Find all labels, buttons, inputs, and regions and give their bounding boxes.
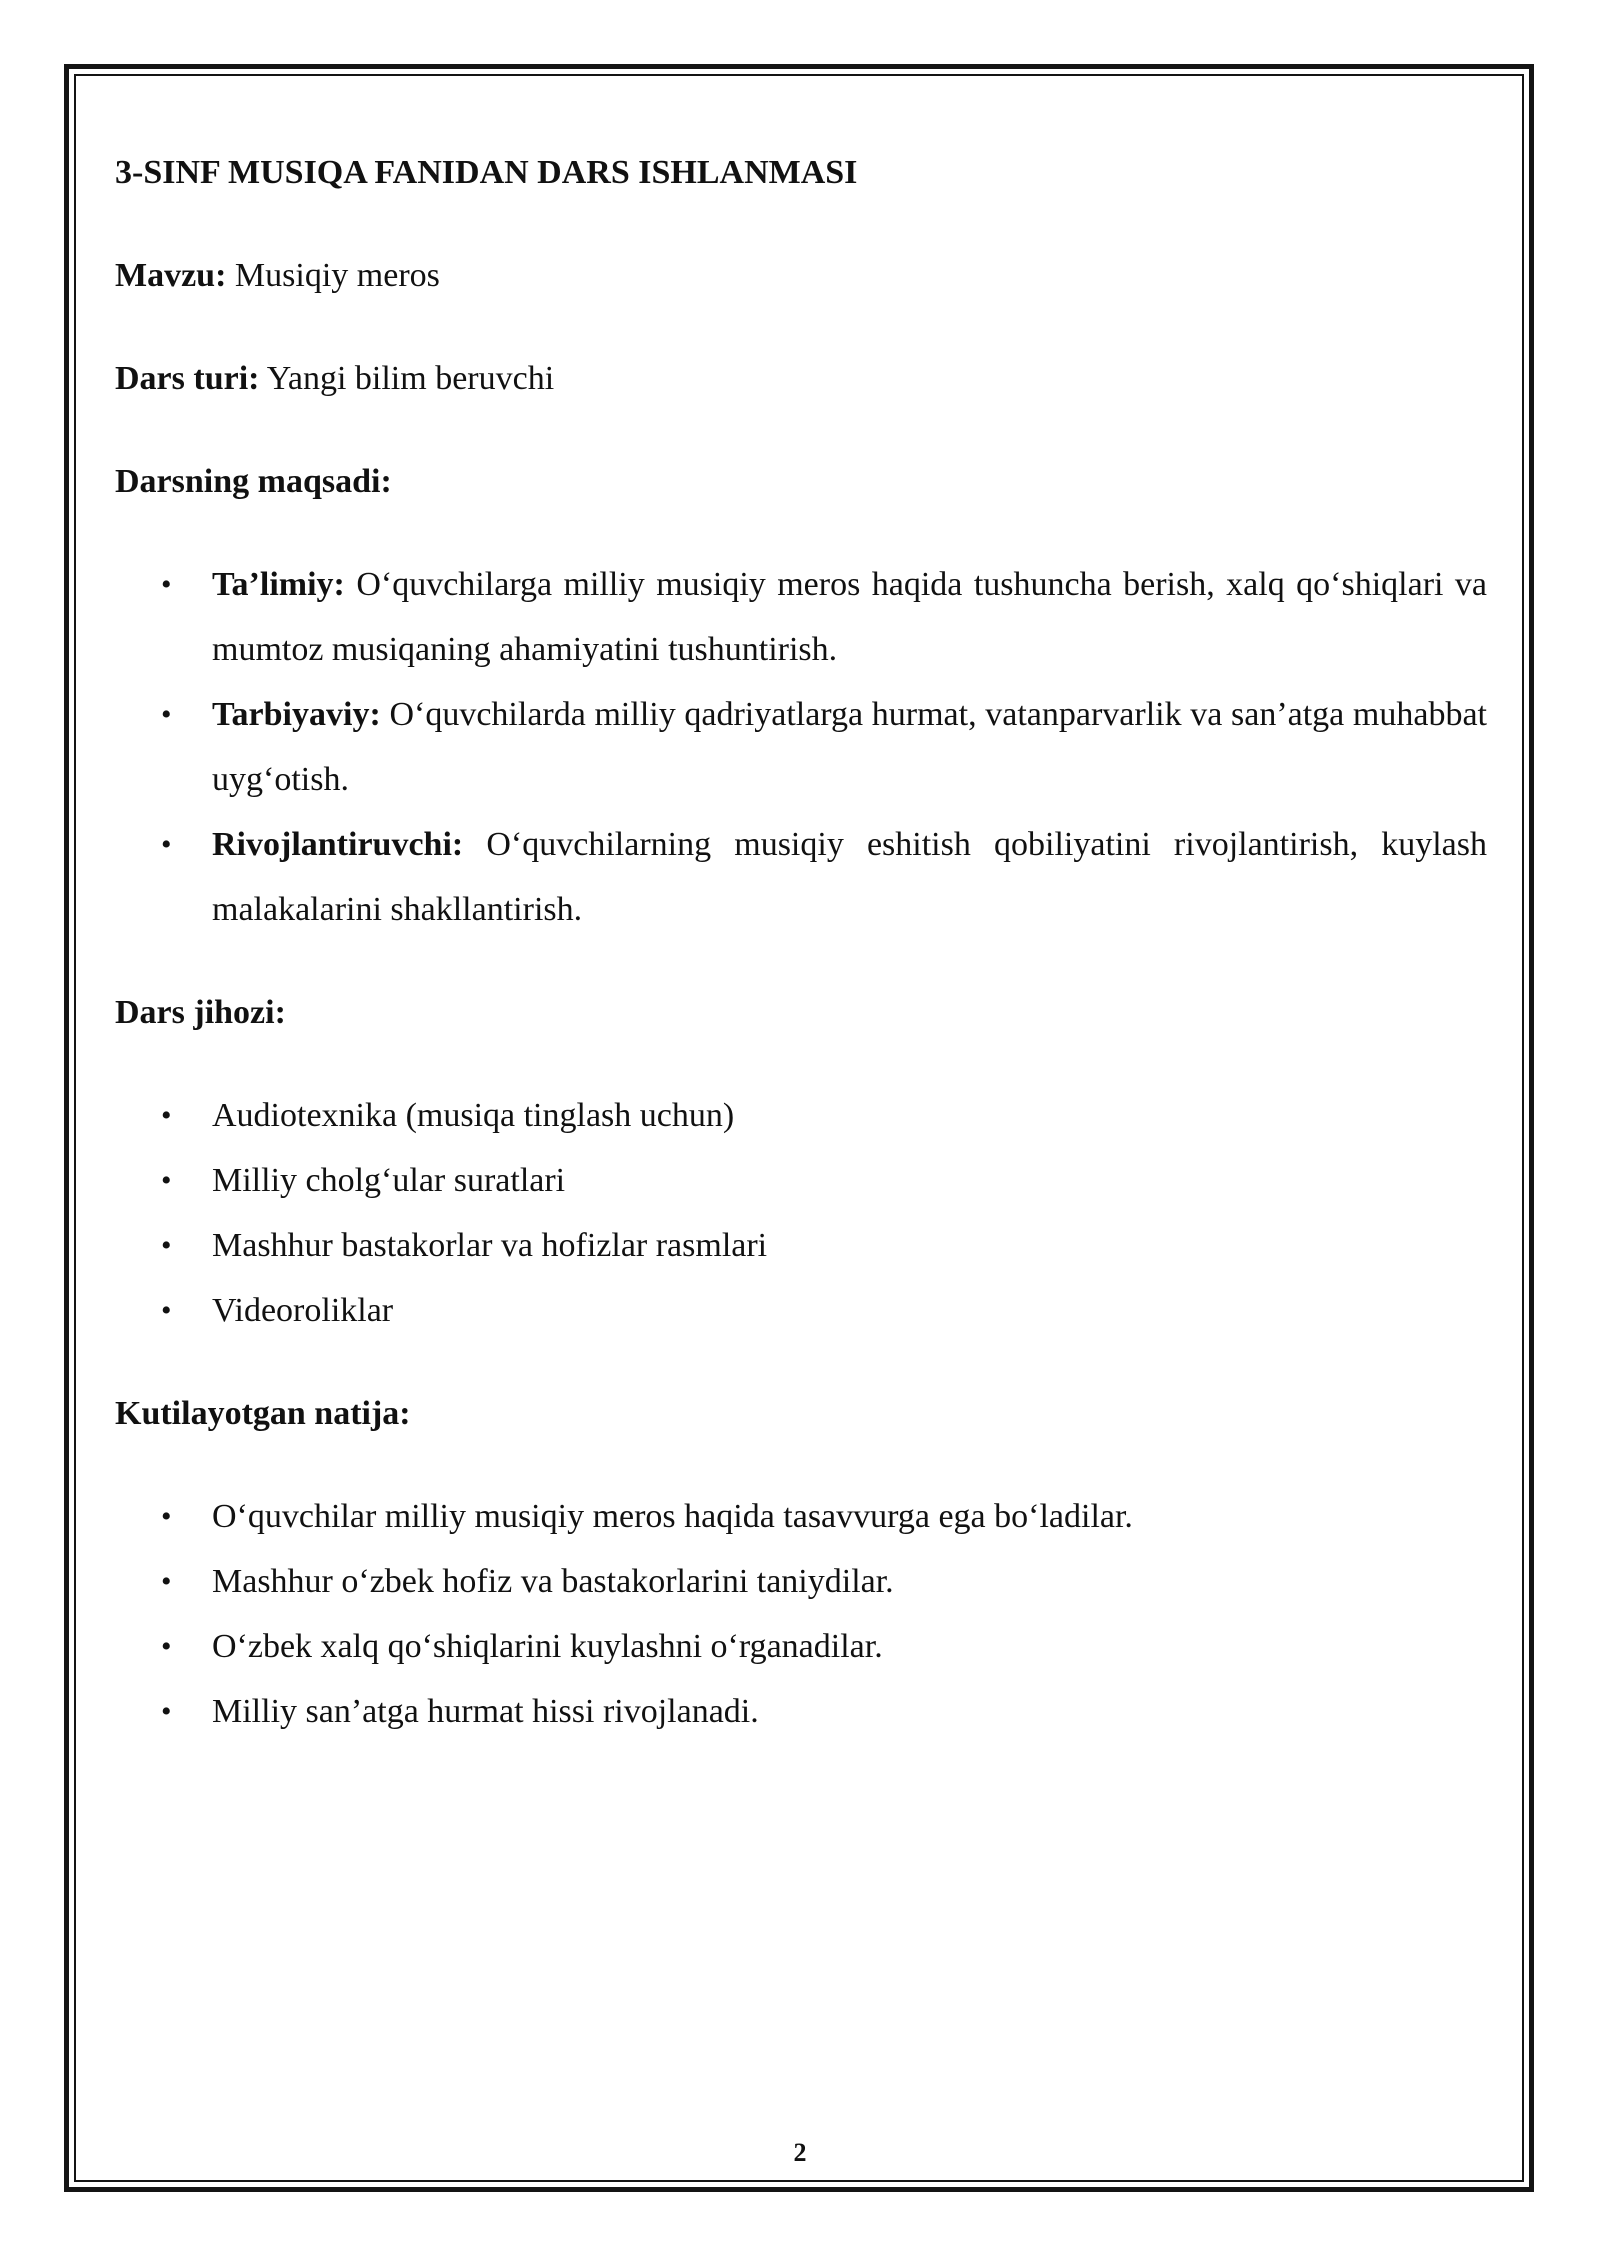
list-item <box>115 1148 1487 1213</box>
bullet-icon: • <box>161 828 172 861</box>
bullet-icon: • <box>161 1630 172 1663</box>
page-number: 2 <box>793 2138 807 2167</box>
list-item <box>115 552 1487 682</box>
list-item <box>115 682 1487 812</box>
goal-text: O‘quvchilarning musiqiy eshitish qobiliyatini rivojlantirish, kuylash malakalarini shakllantirish. <box>212 826 1487 928</box>
bullet-icon: • <box>161 1229 172 1262</box>
lesson-type-value: Yangi bilim beruvchi <box>266 360 555 397</box>
goals-list <box>115 552 1487 942</box>
result-item: O‘zbek xalq qo‘shiqlarini kuylashni o‘rganadilar. <box>212 1628 883 1665</box>
bullet-icon: • <box>161 1565 172 1598</box>
document-body <box>115 140 1487 1744</box>
bullet-icon: • <box>161 698 172 731</box>
list-item <box>115 1484 1487 1549</box>
result-item: Mashhur o‘zbek hofiz va bastakorlarini taniydilar. <box>212 1563 894 1600</box>
expected-results-heading: Kutilayotgan natija: <box>115 1395 411 1432</box>
goal-text: O‘quvchilarda milliy qadriyatlarga hurmat, vatanparvarlik va san’atga muhabbat uyg‘otish. <box>212 696 1488 798</box>
list-item <box>115 812 1487 942</box>
bullet-icon: • <box>161 568 172 601</box>
topic-value: Musiqiy meros <box>234 257 440 294</box>
goal-text: O‘quvchilarga milliy musiqiy meros haqida tushuncha berish, xalq qo‘shiqlari va mumtoz musiqaning ahamiyatini tushuntirish. <box>212 566 1488 668</box>
equipment-item: Audiotexnika (musiqa tinglash uchun) <box>212 1097 735 1134</box>
equipment-list <box>115 1083 1487 1343</box>
result-item: O‘quvchilar milliy musiqiy meros haqida tasavvurga ega bo‘ladilar. <box>212 1498 1133 1535</box>
list-item <box>115 1083 1487 1148</box>
goal-lead: Rivojlantiruvchi: <box>212 826 464 863</box>
topic-field <box>115 243 1487 308</box>
bullet-icon: • <box>161 1099 172 1132</box>
lesson-type-label: Dars turi: <box>115 360 260 397</box>
goals-heading: Darsning maqsadi: <box>115 463 392 500</box>
bullet-icon: • <box>161 1164 172 1197</box>
topic-label: Mavzu: <box>115 257 227 294</box>
list-item <box>115 1614 1487 1679</box>
bullet-icon: • <box>161 1695 172 1728</box>
bullet-icon: • <box>161 1500 172 1533</box>
list-item <box>115 1679 1487 1744</box>
list-item <box>115 1213 1487 1278</box>
equipment-item: Milliy cholg‘ular suratlari <box>212 1162 566 1199</box>
result-item: Milliy san’atga hurmat hissi rivojlanadi. <box>212 1693 759 1730</box>
equipment-item: Videoroliklar <box>212 1292 394 1329</box>
bullet-icon: • <box>161 1294 172 1327</box>
goal-lead: Ta’limiy: <box>212 566 345 603</box>
list-item <box>115 1549 1487 1614</box>
equipment-item: Mashhur bastakorlar va hofizlar rasmlari <box>212 1227 768 1264</box>
equipment-heading: Dars jihozi: <box>115 994 286 1031</box>
document-title: 3-SINF MUSIQA FANIDAN DARS ISHLANMASI <box>115 154 858 191</box>
goal-lead: Tarbiyaviy: <box>212 696 381 733</box>
list-item <box>115 1278 1487 1343</box>
lesson-type-field <box>115 346 1487 411</box>
expected-results-list <box>115 1484 1487 1744</box>
